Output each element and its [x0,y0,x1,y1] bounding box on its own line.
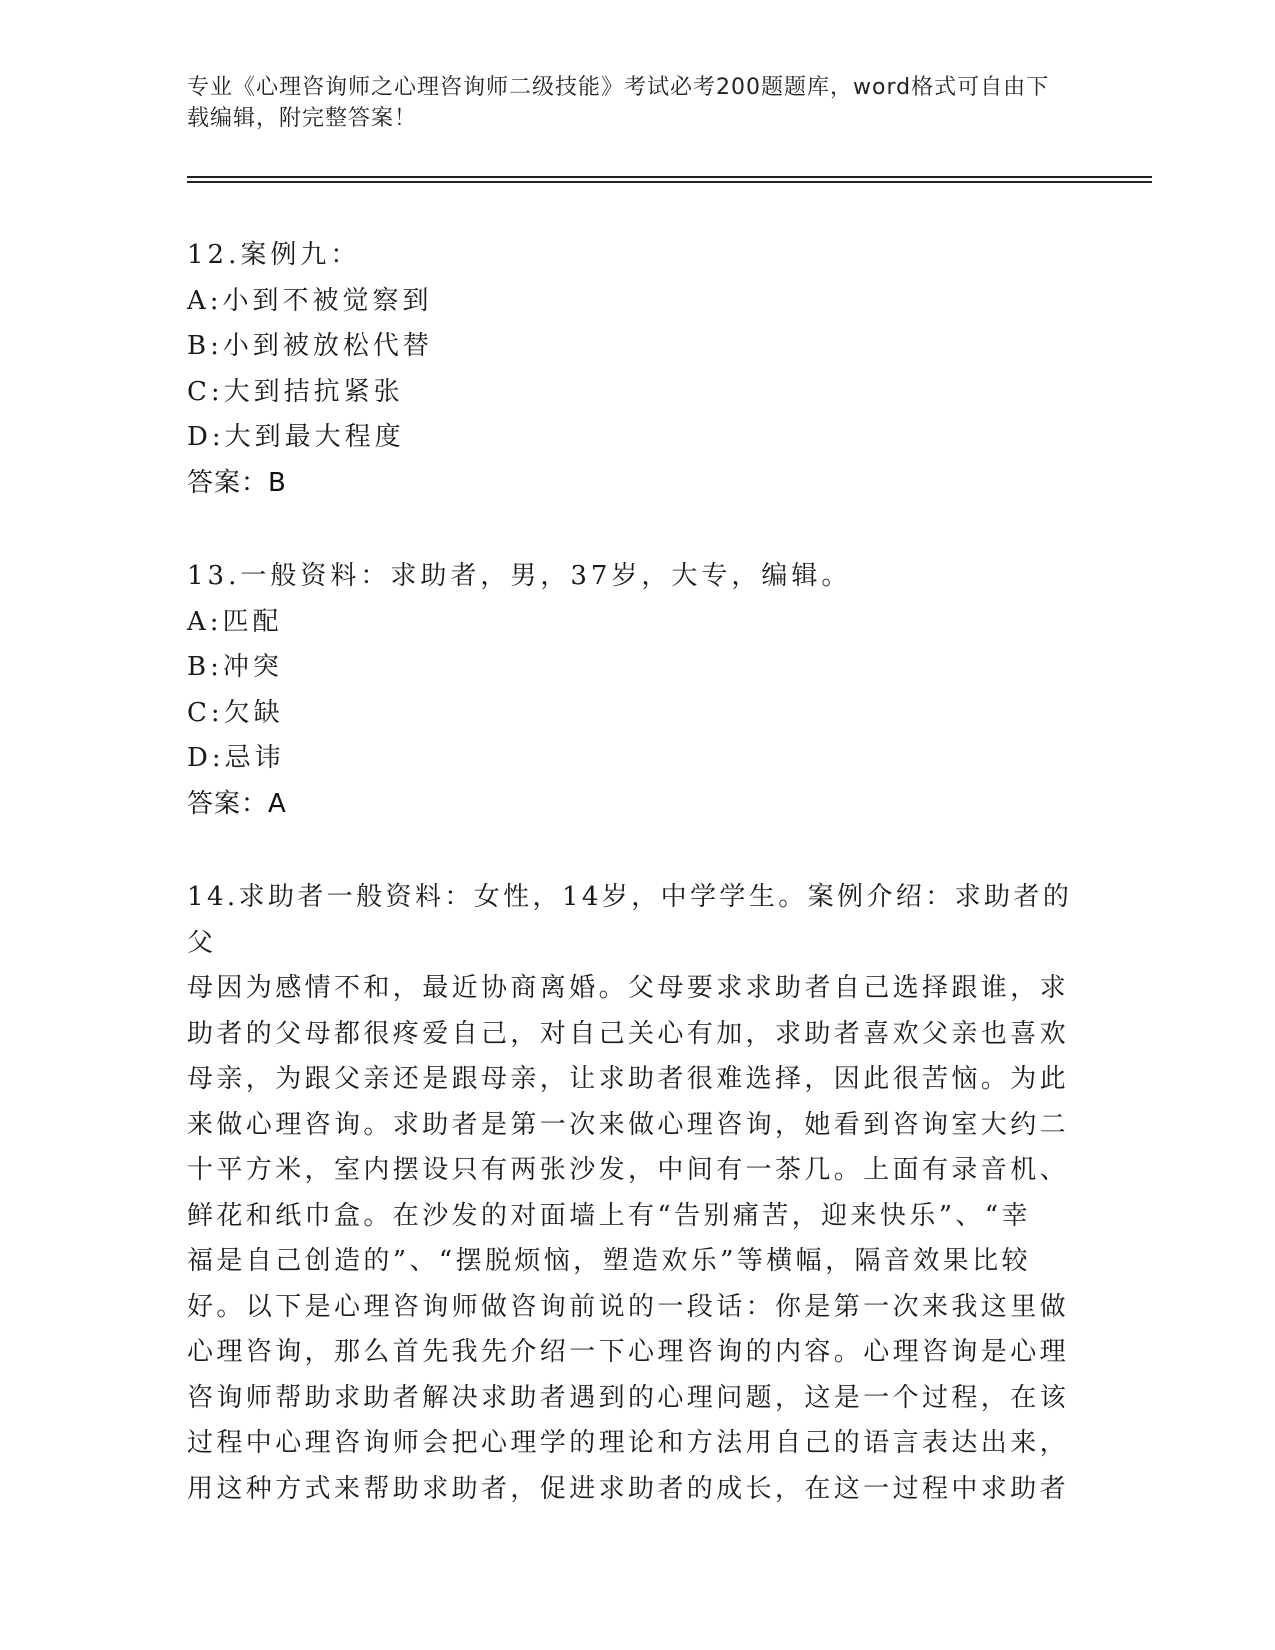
option-d: D:忌讳 [187,743,285,773]
option-a: A:匹配 [187,606,283,637]
answer-line: 答案：B [187,467,287,498]
option-c: C:大到拮抗紧张 [187,376,404,407]
answer-line: 答案：A [187,788,287,819]
option-c: C:欠缺 [187,697,284,728]
option-b: B:冲突 [187,652,283,682]
question-14 [187,875,1087,1512]
question-stem-paragraph: 14.求助者一般资料：女性，14岁，中学学生。案例介绍：求助者的父 母因为感情不和，最近协商离婚。父母要求求助者自己选择跟谁，求 助者的父母都很疼爱自己，对自己关心有加，求助者喜欢父亲也喜欢 母亲，为跟父亲还是跟母亲，让求助者很难选择，因此很苦恼。为此 来做心理咨询。求助者是第一次来做心理咨询，她看到咨询室大约二 十平方米，室内摆设只有两张沙发，中间有一茶几。上面有录音机、 鲜花和纸巾盒。在沙发的对面墙上有“告别痛苦，迎来快乐”、“幸 福是自己创造的”、“摆脱烦恼，塑造欢乐”等横幅，隔音效果比较 好。以下是心理咨询师做咨询前说的一段话：你是第一次来我这里做 心理咨询，那么首先我先介绍一下心理咨询的内容。心理咨询是心理 咨询师帮助求助者解决求助者遇到的心理问题，这是一个过程，在该 过程中心理咨询师会把心理学的理论和方法用自己的语言表达出来， 用这种方式来帮助求助者，促进求助者的成长，在这一过程中求助者 [187,882,1073,1504]
question-stem: 13.一般资料：求助者，男，37岁，大专，编辑。 [187,561,852,591]
header-divider-top [187,176,1152,178]
question-12 [187,233,1087,506]
option-d: D:大到最大程度 [187,422,405,452]
question-stem: 12.案例九： [187,240,361,270]
option-b: B:小到被放松代替 [187,331,433,361]
document-body [187,233,1087,1560]
document-header: 专业《心理咨询师之心理咨询师二级技能》考试必考200题题库，word格式可自由下载编辑，附完整答案！ [187,75,1050,131]
header-divider-bottom [187,181,1152,183]
question-13 [187,554,1087,827]
option-a: A:小到不被觉察到 [187,285,433,316]
